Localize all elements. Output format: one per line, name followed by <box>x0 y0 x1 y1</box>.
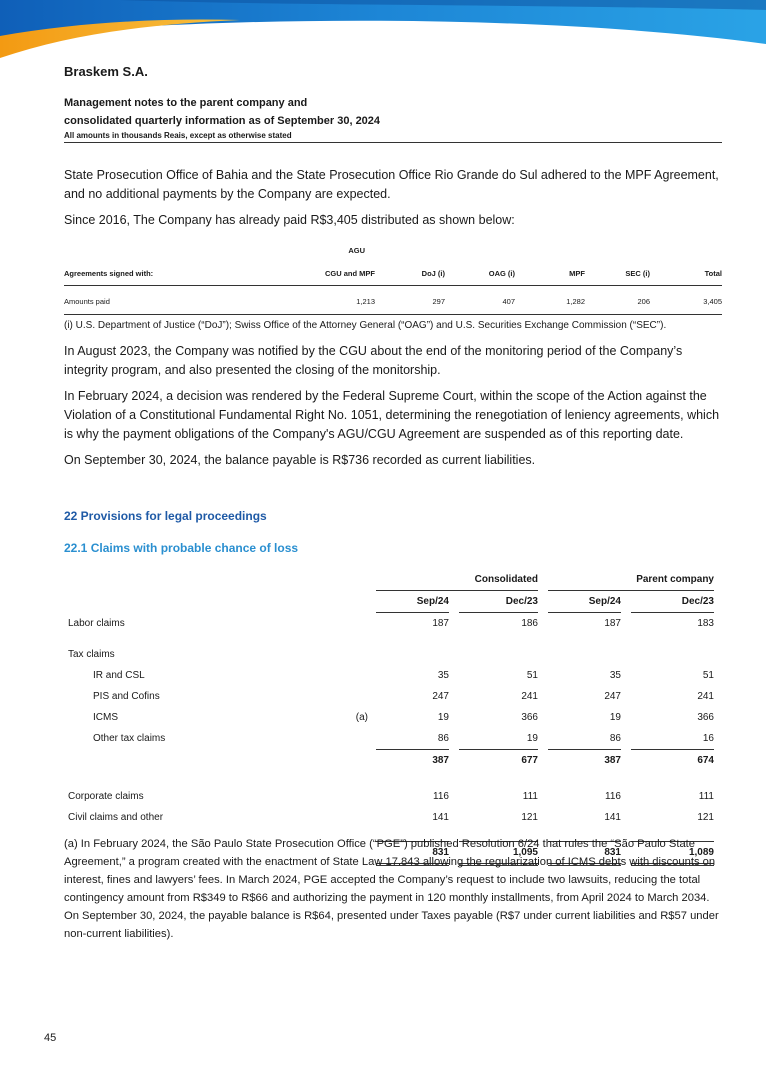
row-label: IR and CSL <box>93 670 145 681</box>
cell: 1,089 <box>631 842 714 865</box>
cell: 141 <box>604 812 621 823</box>
header-total: Total <box>650 262 722 286</box>
row-label: Other tax claims <box>93 733 166 745</box>
cell: 111 <box>522 791 538 802</box>
intro-paragraph-1: State Prosecution Office of Bahia and the State Prosecution Office Rio Grande do Sul adhered to the MPF Agreement, and no additional payments by the Company are expected. <box>64 168 719 201</box>
header-cgu-mpf: CGU and MPF <box>262 262 375 286</box>
agreements-table <box>64 239 722 315</box>
parent-company-header: Parent company <box>548 569 714 591</box>
tax-subtotal-row <box>68 750 714 772</box>
cell: 141 <box>432 812 449 823</box>
cell: 51 <box>526 670 538 681</box>
header-oag: OAG (i) <box>445 262 515 286</box>
cell: 366 <box>521 712 538 723</box>
table-row <box>64 286 722 315</box>
paragraph-balance: On September 30, 2024, the balance payable is R$736 recorded as current liabilities. <box>64 453 536 467</box>
main-content <box>64 166 722 866</box>
intro-paragraph-2: Since 2016, The Company has already paid R$3,405 distributed as shown below: <box>64 213 515 227</box>
paragraph-cgu: In August 2023, the Company was notified by the CGU about the end of the monitoring period of the Company’s integrity program, and also presented the closing of the monitorship. <box>64 344 683 377</box>
cell: 86 <box>609 733 621 744</box>
note-ref <box>318 686 368 707</box>
cell: 116 <box>605 791 621 802</box>
cell: 387 <box>548 750 621 772</box>
note-ref: (a) <box>355 712 368 723</box>
cell: 831 <box>376 842 449 865</box>
cell: 831 <box>548 842 621 865</box>
table-row <box>68 786 714 807</box>
cell: 16 <box>702 733 714 744</box>
row-label: Amounts paid <box>64 286 262 315</box>
row-label: PIS and Cofins <box>93 691 160 702</box>
note-a: (a) In February 2024, the São Paulo State Prosecution Office (“PGE”) published Resolution 6/24 that rules the “São Paulo State Agreement,” a program created with the enactment of State Law 17.843 allowing the regularization of ICMS debts with discounts on interest, fines and lawyers’ fees. In March 2024, PGE accepted the Company’s request to include two lawsuits, reducing the total contingency amount from R$349 to R$66 and authorizing the payment in 120 monthly installments, from April 2024 to March 2034. On September 30, 2024, the payable balance is R$64, presented under Taxes payable (R$7 under current liabilities and R$57 under non-current liabilities). <box>64 838 719 941</box>
cell: 674 <box>631 750 714 772</box>
cell: 19 <box>526 733 538 744</box>
cell: 1,095 <box>459 842 538 865</box>
cell: 35 <box>437 670 449 681</box>
cell: 241 <box>521 691 538 702</box>
document-title-line2: consolidated quarterly information as of September 30, 2024 <box>64 115 381 127</box>
cell-cgu-mpf: 1,213 <box>262 286 375 315</box>
amounts-note: All amounts in thousands Reais, except as otherwise stated <box>64 131 722 143</box>
header-sec: SEC (i) <box>585 262 650 286</box>
claims-table <box>68 569 714 866</box>
col-dec23-parent: Dec/23 <box>631 591 714 613</box>
row-label: ICMS <box>93 712 118 723</box>
cell-sec: 206 <box>585 286 650 315</box>
header-doj: DoJ (i) <box>375 262 445 286</box>
cell: 121 <box>697 812 714 823</box>
table-row <box>68 728 714 750</box>
table-row <box>68 707 714 728</box>
cell-oag: 407 <box>445 286 515 315</box>
consolidated-header: Consolidated <box>376 569 538 591</box>
cell-doj: 297 <box>375 286 445 315</box>
row-label: Civil claims and other <box>68 812 164 823</box>
col-sep24-consolidated: Sep/24 <box>376 591 449 613</box>
cell: 677 <box>459 750 538 772</box>
cell: 247 <box>432 691 449 702</box>
page-header <box>64 64 722 143</box>
cell: 366 <box>697 712 714 723</box>
company-name: Braskem S.A. <box>64 64 148 79</box>
cell: 241 <box>697 691 714 702</box>
header-mpf: MPF <box>515 262 585 286</box>
cell: 187 <box>604 618 621 629</box>
cell: 19 <box>437 712 449 723</box>
cell-total: 3,405 <box>650 286 722 315</box>
col-dec23-consolidated: Dec/23 <box>459 591 538 613</box>
col-sep24-parent: Sep/24 <box>548 591 621 613</box>
table-row <box>68 686 714 707</box>
cell: 187 <box>432 618 449 629</box>
cell: 111 <box>698 791 714 802</box>
row-label: Labor claims <box>68 617 125 629</box>
document-title-line1: Management notes to the parent company and <box>64 97 308 109</box>
note-ref <box>318 665 368 686</box>
table-row <box>68 807 714 828</box>
cell: 387 <box>376 750 449 772</box>
cell: 116 <box>433 791 449 802</box>
page-number: 45 <box>44 1032 57 1044</box>
footnote-i: (i) U.S. Department of Justice (“DoJ”); Swiss Office of the Attorney General (“OAG”) and U.S. Securities Exchange Commission (“SEC”). <box>64 320 667 331</box>
cell-mpf: 1,282 <box>515 286 585 315</box>
agu-header: AGU <box>348 246 365 255</box>
tax-claims-header: Tax claims <box>68 649 115 660</box>
cell: 19 <box>609 712 621 723</box>
cell: 121 <box>521 812 538 823</box>
paragraph-supreme-court: In February 2024, a decision was rendered by the Federal Supreme Court, within the scope of the Action against the Violation of a Constitutional Fundamental Right No. 1051, determining the renegotiation of leniency agreements, which is why the payment obligations of the Company's AGU/CGU Agreement are suspended as of this reporting date. <box>64 389 720 441</box>
section-subtitle: 22.1 Claims with probable chance of loss <box>64 541 299 555</box>
cell: 35 <box>609 670 621 681</box>
table-row <box>68 665 714 686</box>
note-ref <box>318 728 368 750</box>
cell: 86 <box>437 733 449 744</box>
agreements-header-label: Agreements signed with: <box>64 262 262 286</box>
cell: 247 <box>604 691 621 702</box>
cell: 51 <box>702 670 714 681</box>
cell: 183 <box>697 618 714 629</box>
header-banner <box>0 0 766 60</box>
row-label: Corporate claims <box>68 791 144 802</box>
table-row <box>68 613 714 635</box>
cell: 186 <box>521 618 538 629</box>
section-title: 22 Provisions for legal proceedings <box>64 509 267 523</box>
